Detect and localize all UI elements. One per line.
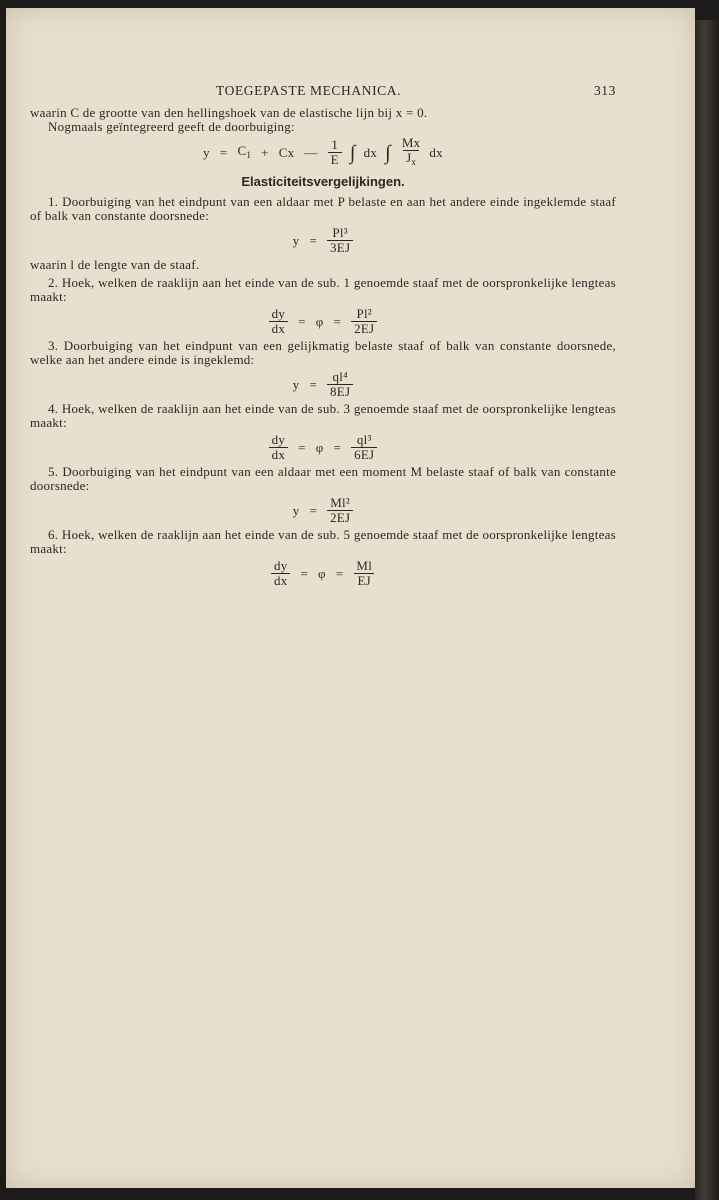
fraction-numerator: dy: [271, 432, 286, 447]
item-3-text: 3. Doorbuiging van het eindpunt van een gelijkmatig belaste staaf of balk van constante doorsnede, welke aan het andere einde is ingeklemd:: [30, 338, 616, 367]
fraction-denominator: 2EJ: [327, 510, 353, 525]
fraction-denominator: 6EJ: [351, 447, 377, 462]
formula-subscript: 1: [246, 149, 252, 160]
formula-term: Cx: [278, 144, 295, 160]
intro-line-1: waarin C de grootte van den hellingshoek van de elastische lijn bij x = 0.: [30, 105, 428, 120]
item-4-formula: [30, 433, 616, 462]
deflection-integral-formula: [30, 136, 616, 169]
formula-term: φ: [315, 439, 324, 455]
formula-term: y: [292, 502, 300, 518]
fraction-numerator: Ml: [356, 558, 373, 573]
item-1-text: 1. Doorbuiging van het eindpunt van een aldaar met P belaste en aan het andere einde ingeklemde staaf of balk van constante doorsnede:: [30, 194, 616, 223]
section-heading: Elasticiteitsvergelijkingen.: [241, 174, 405, 189]
fraction-denominator: E: [328, 152, 342, 167]
formula-term: C: [237, 142, 247, 158]
formula-fraction: [269, 433, 289, 462]
formula-operator: =: [335, 565, 344, 581]
item-2-formula: [30, 307, 616, 336]
fraction-numerator: 1: [331, 137, 339, 152]
formula-fraction: [327, 496, 353, 525]
item-2-text: 2. Hoek, welken de raaklijn aan het einde van de sub. 1 genoemde staaf met de oorspronkelijke lengteas maakt:: [30, 275, 616, 304]
fraction-numerator: Pl³: [332, 225, 348, 240]
item-6-formula: [30, 559, 616, 588]
formula-fraction: [328, 138, 342, 167]
fraction-numerator: Ml²: [330, 495, 351, 510]
item-1-after: waarin l de lengte van de staaf.: [30, 257, 200, 272]
formula-fraction: [399, 136, 424, 169]
page-edge: [695, 20, 719, 1200]
running-header: [30, 84, 616, 106]
formula-operator: =: [309, 502, 318, 518]
fraction-denominator: dx: [269, 321, 289, 336]
fraction-numerator: ql³: [356, 432, 372, 447]
formula-subscript: x: [411, 157, 417, 167]
formula-fraction: [271, 559, 291, 588]
fraction-denominator: dx: [271, 573, 291, 588]
fraction-numerator: Pl²: [356, 306, 372, 321]
formula-fraction: [269, 307, 289, 336]
fraction-numerator: Mx: [401, 135, 421, 150]
formula-fraction: [351, 307, 377, 336]
formula-fraction: [353, 559, 375, 588]
formula-operator: =: [309, 376, 318, 392]
running-title: TOEGEPASTE MECHANICA.: [216, 83, 402, 98]
formula-term: y: [292, 376, 300, 392]
formula-term: y: [203, 144, 210, 160]
formula-operator: +: [261, 144, 269, 160]
fraction-denominator: 3EJ: [327, 240, 353, 255]
formula-operator: =: [298, 439, 306, 455]
formula-operator: =: [300, 565, 309, 581]
item-6-text: 6. Hoek, welken de raaklijn aan het einde van de sub. 5 genoemde staaf met de oorspronkelijke lengteas maakt:: [30, 527, 616, 556]
integral-sign: ∫: [349, 141, 356, 164]
formula-fraction: [327, 370, 353, 399]
item-1-formula: [30, 226, 616, 255]
formula-term: φ: [315, 313, 324, 329]
formula-term: [237, 144, 251, 162]
formula-operator: —: [304, 144, 318, 160]
formula-term: J: [406, 150, 412, 165]
formula-operator: =: [333, 313, 342, 329]
integral-sign: ∫: [385, 141, 391, 164]
fraction-numerator: ql⁴: [332, 369, 348, 384]
formula-term: y: [292, 232, 300, 248]
item-5-text: 5. Doorbuiging van het eindpunt van een aldaar met een moment M belaste staaf of balk van constante doorsnede:: [30, 464, 616, 493]
formula-operator: =: [298, 313, 306, 329]
item-3-formula: [30, 370, 616, 399]
formula-operator: =: [309, 232, 318, 248]
item-4-text: 4. Hoek, welken de raaklijn aan het einde van de sub. 3 genoemde staaf met de oorspronkelijke lengteas maakt:: [30, 401, 616, 430]
intro-line-2: Nogmaals geïntegreerd geeft de doorbuiging:: [48, 119, 295, 134]
formula-fraction: [327, 226, 353, 255]
fraction-denominator: 2EJ: [351, 321, 377, 336]
fraction-denominator: EJ: [354, 573, 374, 588]
page-number: 313: [593, 83, 616, 98]
formula-term: dx: [429, 144, 443, 160]
formula-operator: =: [219, 144, 228, 160]
fraction-denominator: dx: [269, 447, 289, 462]
formula-operator: =: [333, 439, 342, 455]
page-content: [30, 84, 616, 591]
formula-fraction: [351, 433, 377, 462]
fraction-denominator: [403, 150, 419, 169]
fraction-numerator: dy: [273, 558, 288, 573]
formula-term: φ: [318, 565, 326, 581]
fraction-denominator: 8EJ: [327, 384, 353, 399]
fraction-numerator: dy: [271, 306, 286, 321]
formula-term: dx: [363, 144, 378, 160]
item-5-formula: [30, 496, 616, 525]
